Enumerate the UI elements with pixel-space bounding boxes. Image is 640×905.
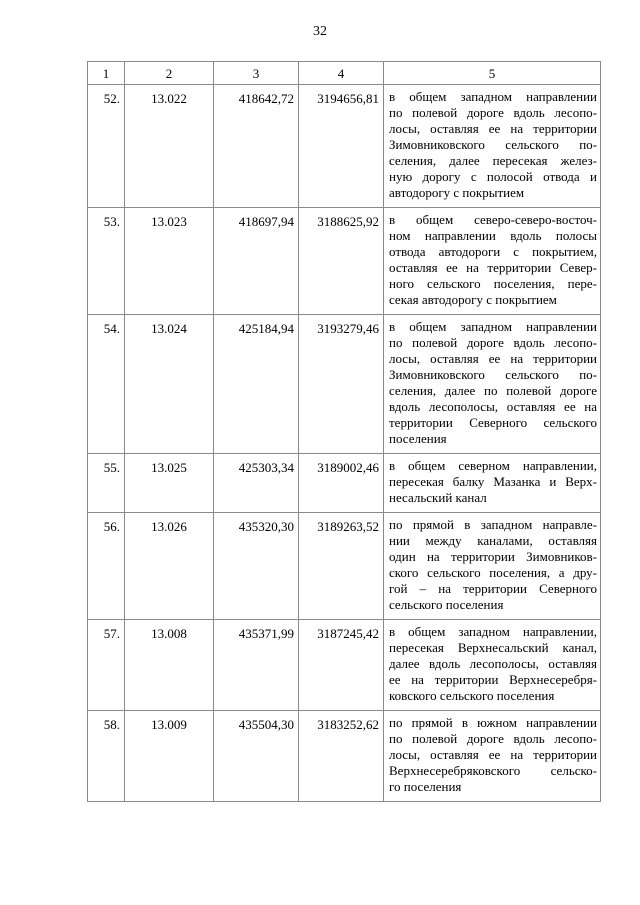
header-col-3: 3 [214,62,299,85]
description-line: ного сельского поселения, пере- [389,276,597,291]
description-line: го поселения [389,779,462,794]
description-line: лосы, оставляя ее на территории [389,747,597,762]
description-line: гой – на территории Северного [389,581,597,596]
description-line: сельского поселения [389,597,504,612]
boundary-description [384,454,601,513]
description-line: селения, далее пересекая желез- [389,153,597,168]
table-row [88,208,601,315]
description-line: вдоль лесополосы, оставляя ее на [389,399,597,414]
point-id: 13.022 [125,85,214,208]
row-number: 56. [88,513,125,620]
table-row [88,454,601,513]
description-line: один на территории Зимовников- [389,549,597,564]
description-line: в общем западном направлении [389,89,597,104]
boundary-description [384,315,601,454]
description-line: по прямой в южном направлении [389,715,597,730]
coord-y: 3194656,81 [299,85,384,208]
table-row [88,711,601,802]
description-line: лосы, оставляя ее на территории [389,351,597,366]
description-line: ном направлении вдоль полосы [389,228,597,243]
coord-x: 435320,30 [214,513,299,620]
description-line: по полевой дороге вдоль лесопо- [389,731,597,746]
row-number: 58. [88,711,125,802]
description-line: пересекая балку Мазанка и Верх- [389,474,597,489]
coord-y: 3193279,46 [299,315,384,454]
row-number: 54. [88,315,125,454]
description-line: Зимовниковского сельского по- [389,137,597,152]
point-id: 13.025 [125,454,214,513]
description-line: в общем северном направлении, [389,458,597,473]
table-header-row [88,62,601,85]
description-line: отвода автодороги с покрытием, [389,244,597,259]
coord-x: 435504,30 [214,711,299,802]
header-col-4: 4 [299,62,384,85]
point-id: 13.024 [125,315,214,454]
coord-x: 418642,72 [214,85,299,208]
row-number: 57. [88,620,125,711]
description-line: пересекая Верхнесальский канал, [389,640,597,655]
description-line: нии между каналами, оставляя [389,533,597,548]
description-line: по полевой дороге вдоль лесопо- [389,105,597,120]
description-line: несальский канал [389,490,487,505]
description-line: Верхнесеребряковского сельско- [389,763,597,778]
point-id: 13.009 [125,711,214,802]
description-line: ную дорогу с полосой отвода и [389,169,597,184]
description-line: ковского сельского поселения [389,688,555,703]
table-body [88,85,601,802]
description-line: в общем западном направлении [389,319,597,334]
row-number: 53. [88,208,125,315]
description-line: селения, далее по полевой дороге [389,383,597,398]
coord-x: 425184,94 [214,315,299,454]
coord-y: 3187245,42 [299,620,384,711]
header-col-1: 1 [88,62,125,85]
coord-x: 418697,94 [214,208,299,315]
description-line: автодорогу с покрытием [389,185,525,200]
coord-y: 3188625,92 [299,208,384,315]
coord-x: 435371,99 [214,620,299,711]
coord-x: 425303,34 [214,454,299,513]
description-line: Зимовниковского сельского по- [389,367,597,382]
description-line: территории Северного сельского [389,415,597,430]
row-number: 52. [88,85,125,208]
description-line: далее вдоль лесополосы, оставляя [389,656,597,671]
header-col-2: 2 [125,62,214,85]
coord-y: 3189263,52 [299,513,384,620]
table-row [88,620,601,711]
table-row [88,85,601,208]
description-line: по полевой дороге вдоль лесопо- [389,335,597,350]
point-id: 13.026 [125,513,214,620]
description-line: оставляя ее на территории Север- [389,260,597,275]
description-line: ее на территории Верхнесеребря- [389,672,597,687]
boundary-description [384,208,601,315]
boundary-description [384,711,601,802]
boundary-table [87,61,601,802]
coord-y: 3189002,46 [299,454,384,513]
point-id: 13.023 [125,208,214,315]
description-line: поселения [389,431,447,446]
coord-y: 3183252,62 [299,711,384,802]
boundary-description [384,85,601,208]
boundary-description [384,513,601,620]
table-row [88,315,601,454]
boundary-description [384,620,601,711]
description-line: по прямой в западном направле- [389,517,597,532]
header-col-5: 5 [384,62,601,85]
table-row [88,513,601,620]
description-line: лосы, оставляя ее на территории [389,121,597,136]
description-line: в общем северо-северо-восточ- [389,212,597,227]
point-id: 13.008 [125,620,214,711]
page-number: 32 [313,24,327,39]
description-line: ского сельского поселения, а дру- [389,565,597,580]
description-line: в общем западном направлении, [389,624,597,639]
description-line: секая автодорогу с покрытием [389,292,557,307]
row-number: 55. [88,454,125,513]
